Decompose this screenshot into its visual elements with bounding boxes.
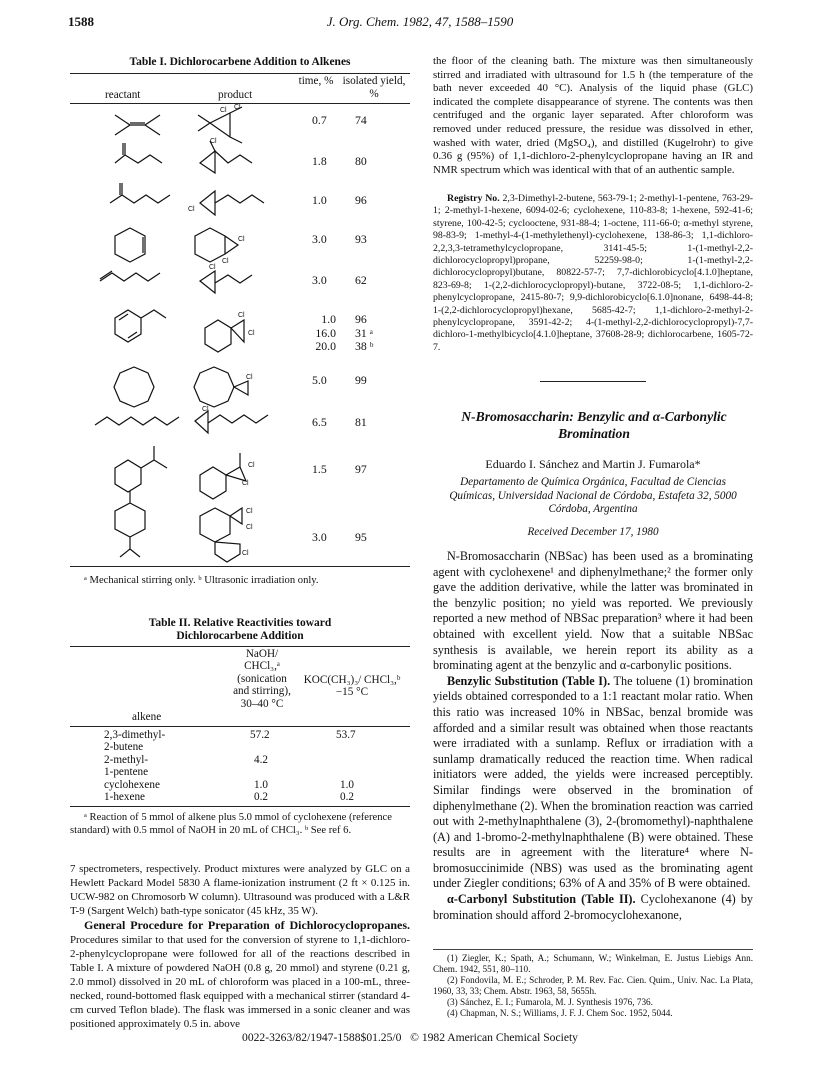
table1-title: Table I. Dichlorocarbene Addition to Alkenes <box>129 56 351 68</box>
svg-text:Cl: Cl <box>246 524 253 531</box>
running-header: J. Org. Chem. 1982, 47, 1588–1590 <box>326 14 514 29</box>
page-footer: 0022-3263/82/1947-1588$01.25/0 © 1982 American Chemical Society <box>242 1031 578 1044</box>
carbonyl-heading: α-Carbonyl Substitution (Table II). <box>447 892 636 907</box>
left-para2: Procedures similar to that used for the conversion of styrene to 1,1-dichloro-2-phenylcyclopropane were followed for all of the reactions described in Table I. A mixture of powdered NaOH (0.8 g, 20 mmol) and styrene (0.21 g, 2.0 mmol) dissolved in 20 mL of chloroform was placed in a 100-mL, three-necked, round-bottomed flask equipped with a mechanical stirrer (standard 4-cm curved Teflon blade). The flask was immersed in a sonic cleaner and was positioned approximately 0.5 in. above <box>70 934 410 1030</box>
article-body <box>433 549 753 923</box>
svg-text:Cl: Cl <box>246 508 253 515</box>
registry-text: 2,3-Dimethyl-2-butene, 563-79-1; 2-methyl-1-pentene, 763-29-1; 2-methyl-1-hexene, 6094-02-6; cyclohexene, 110-83-8; 1-hexene, 592-41-6; styrene, 100-42-5; cyclooctene, 931-88-4; 1-octene, 111-66-0; α-methyl styrene, 98-83-9; 1-methyl-4-(1-methylethenyl)-cyclohexene, 138-86-3; 1,1-dichloro-2,2,3,3-tetramethylcyclopropane, 3141-45-5; 1-(1-methyl-2,2-dichlorocyclopropyl)propane, 52259-98-0; 1-(1-methyl-2,2-dichlorocyclopropyl)butane, 80822-57-7; 7,7-dichlorobicyclo[4.1.0]heptane, 823-69-8; 1-(2,2-dichlorocyclopropyl)-butane, 3722-08-5; 1,1-dichloro-2-phenylcyclopropane, 2415-80-7; 9,9-dichlorobicyclo[6.1.0]nonane, 6498-44-8; 1-(2,2-dichlorocyclopropyl)hexane, 5685-42-7; 1,1-dichloro-2-methyl-2-phenylcyclopropane, 3591-42-2; 4-(1-methyl-2,2-dichlorocyclopropyl)-7,7-dichloro-1-methylbicyclo[4.1.0]heptane, 37608-28-9; dichlorocarbene, 1605-72-7. <box>433 193 753 353</box>
table2-row4-b: 0.2 <box>340 791 354 803</box>
ref-2: (2) Fondovila, M. E.; Schroder, P. M. Rev. Fac. Cien. Quim., Univ. Nac. La Plata, 1960, 33, 33; Chem. Abstr. 1963, 58, 5655h. <box>433 975 753 996</box>
chemical-structure-icon <box>70 103 300 563</box>
table2-row3-a: 1.0 <box>254 779 268 791</box>
references-rule <box>433 949 753 950</box>
table1-row6-yield: 96 31 ᵃ 38 ᵇ <box>355 312 374 353</box>
table1-row10-yield: 95 <box>355 530 367 544</box>
table1-row4-time: 3.0 <box>312 232 327 246</box>
table1-rule-top <box>70 73 410 74</box>
table2-col3: KOC(CH₃)₃/ CHCl₃,ᵇ −15 °C <box>303 674 401 699</box>
article-authors: Eduardo I. Sánchez and Martin J. Fumarola* <box>485 457 701 471</box>
table2-col2: NaOH/ CHCl₃,ᵃ (sonication and stirring), 30–40 °C <box>233 648 291 710</box>
table2-row2-a: 4.2 <box>254 754 268 766</box>
table1-row9-yield: 97 <box>355 462 367 476</box>
left-para2-wrap <box>70 918 410 1031</box>
registry-block <box>433 193 753 354</box>
article-received: Received December 17, 1980 <box>527 526 659 538</box>
table1-col-yield: isolated yield, % <box>342 75 406 100</box>
left-body <box>70 862 410 1031</box>
svg-text:Cl: Cl <box>238 312 245 319</box>
right-continued-text: the floor of the cleaning bath. The mixture was then simultaneously stirred and irradiated with ultrasound for 1.5 h (the temperature of the bath never exceeded 40 °C). Analysis of the liquid phase (GLC) indicated the complete disappearance of styrene. The contents was then centrifuged and the organic layer separated. After chloroform was removed under reduced pressure, the residue was dissolved in ether, washed with water, dried (MgSO₄), and distilled (Kugelrohr) to give 0.36 g (95%) of 1,1-dichloro-2-phenylcyclopropane having an IR and NMR spectrum which was identical with that of an authentic sample. <box>433 55 753 176</box>
svg-text:Cl: Cl <box>242 480 249 487</box>
table1-row6-time: 1.0 16.0 20.0 <box>315 312 336 353</box>
svg-text:Cl: Cl <box>248 330 255 337</box>
ref-4: (4) Chapman, N. S.; Williams, J. F. J. Chem Soc. 1952, 5044. <box>447 1008 673 1018</box>
table2-row3-alkene: cyclohexene <box>104 779 160 791</box>
table2-rule-bottom <box>70 806 410 807</box>
table1-row3-time: 1.0 <box>312 193 327 207</box>
table1-footnote: ᵃ Mechanical stirring only. ᵇ Ultrasonic irradiation only. <box>84 575 319 586</box>
table2-col1: alkene <box>132 711 162 723</box>
svg-text:Cl: Cl <box>238 236 245 243</box>
article-affiliation: Departamento de Química Orgánica, Facultad de Ciencias Químicas, Universidad Nacional de Córdoba, Estafeta 32, 5000 Córdoba, Argentina <box>449 476 737 516</box>
table1-col-reactant: reactant <box>105 89 141 101</box>
table1-row9-time: 1.5 <box>312 462 327 476</box>
page-number: 1588 <box>68 14 94 29</box>
svg-text:Cl: Cl <box>210 138 217 145</box>
table1-row5-time: 3.0 <box>312 273 327 287</box>
table1-col-product: product <box>218 89 253 101</box>
article-title: N-Bromosaccharin: Benzylic and α-Carbonylic Bromination <box>461 409 727 441</box>
benzylic-heading: Benzylic Substitution (Table I). <box>447 673 611 688</box>
table2-row1-a: 57.2 <box>250 729 270 741</box>
left-heading: General Procedure for Preparation of Dichlorocyclopropanes. <box>84 918 410 932</box>
svg-text:Cl: Cl <box>209 264 216 271</box>
svg-text:Cl: Cl <box>220 107 227 114</box>
table1-row1-time: 0.7 <box>312 113 327 127</box>
table2-rule-mid <box>70 726 410 727</box>
table1-row10-time: 3.0 <box>312 530 327 544</box>
svg-text:Cl: Cl <box>248 462 255 469</box>
table2-rule-top <box>70 646 410 647</box>
svg-text:Cl: Cl <box>202 406 209 413</box>
table2-row4-a: 0.2 <box>254 791 268 803</box>
table1-row7-time: 5.0 <box>312 373 327 387</box>
table1-row5-yield: 62 <box>355 273 367 287</box>
table1-row7-yield: 99 <box>355 373 367 387</box>
svg-text:Cl: Cl <box>188 206 195 213</box>
intro-para: N-Bromosaccharin (NBSac) has been used as a brominating agent with cyclohexene¹ and diphenylmethane;² the former only gave the addition derivative, while the latter was brominated in the benzylic position; no yield was reported. We previously reported a new method of NBSac preparation³ where it had been obtained with excellent yield. Now that a suitable NBSac synthesis is available, we herein report its ability as a brominating agent at the benzylic and α-carbonylic positions. <box>433 549 753 673</box>
ref-3: (3) Sánchez, E. I.; Fumarola, M. J. Synthesis 1976, 736. <box>447 997 653 1007</box>
references <box>433 953 753 1019</box>
svg-text:Cl: Cl <box>234 104 241 111</box>
benzylic-para <box>433 674 753 892</box>
svg-text:Cl: Cl <box>242 550 249 557</box>
table2-footnote: ᵃ Reaction of 5 mmol of alkene plus 5.0 mmol of cyclohexene (reference standard) with 0.5 mmol of NaOH in 20 mL of CHCl₃. ᵇ See ref 6. <box>70 812 392 837</box>
table1-row4-yield: 93 <box>355 232 367 246</box>
svg-text:Cl: Cl <box>246 374 253 381</box>
table2-row2-alkene: 2-methyl- 1-pentene <box>104 754 149 779</box>
table1-row2-yield: 80 <box>355 154 367 168</box>
carbonyl-para <box>433 892 753 923</box>
table2-row1-b: 53.7 <box>336 729 356 741</box>
table2-row1-alkene: 2,3-dimethyl- 2-butene <box>104 729 166 754</box>
table1-row8-time: 6.5 <box>312 415 327 429</box>
carbonyl-text: Cyclohexanone (4) by bromination should afford 2-bromocyclohexanone, <box>433 892 754 922</box>
table1-row3-yield: 96 <box>355 193 367 207</box>
table2-title: Table II. Relative Reactivities toward Dichlorocarbene Addition <box>148 617 332 642</box>
table1-row2-time: 1.8 <box>312 154 327 168</box>
table2-row3-b: 1.0 <box>340 779 354 791</box>
benzylic-text: The toluene (1) bromination yields obtained corresponded to a 1:1 reactant molar ratio. When this ratio was increased 10% in NBSac, benzal bromide was afforded and a similar result was obtained when those reactants were irradiated with a sunlamp. Reflux or irradiation with a sunlamp dramatically reduced the reaction time. When radical initiators were added, the yields were increased perceptibly. Similar findings were observed in the bromination of diphenylmethane (2). When the bromination reaction was carried out with 2-methylnaphthalene (3), 2-(bromomethyl)-naphthalene (A) and 1-bromo-2-methylnaphthalene (B) were obtained. These results are in agreement with the literature⁴ where N-bromosuccinimide (NBS) was used as the brominating agent under Ziegler conditions; 63% of A and 35% of B were obtained. <box>433 673 753 891</box>
left-para1: 7 spectrometers, respectively. Product mixtures were analyzed by GLC on a Hewlett Packard Model 5830 A flame-ionization instrument (2 ft × 0.125 in. UCW-982 on Chromosorb W column). Ultrasound was produced with a L&R T-9 (Sargent Welch) bath-type sonicator (45 kHz, 35 W). <box>70 863 410 917</box>
svg-text:Cl: Cl <box>222 258 229 265</box>
registry-label: Registry No. <box>447 193 500 204</box>
table1-col-time: time, % <box>298 75 334 87</box>
table1-rule-bottom <box>70 566 410 567</box>
table1-row1-yield: 74 <box>355 113 367 127</box>
ref-1: (1) Ziegler, K.; Spath, A.; Schumann, W.; Winkelman, E. Justus Liebigs Ann. Chem. 1942, 551, 80–110. <box>433 953 753 974</box>
table1-row8-yield: 81 <box>355 415 367 429</box>
table2-row4-alkene: 1-hexene <box>104 791 145 803</box>
article-divider <box>540 381 646 382</box>
